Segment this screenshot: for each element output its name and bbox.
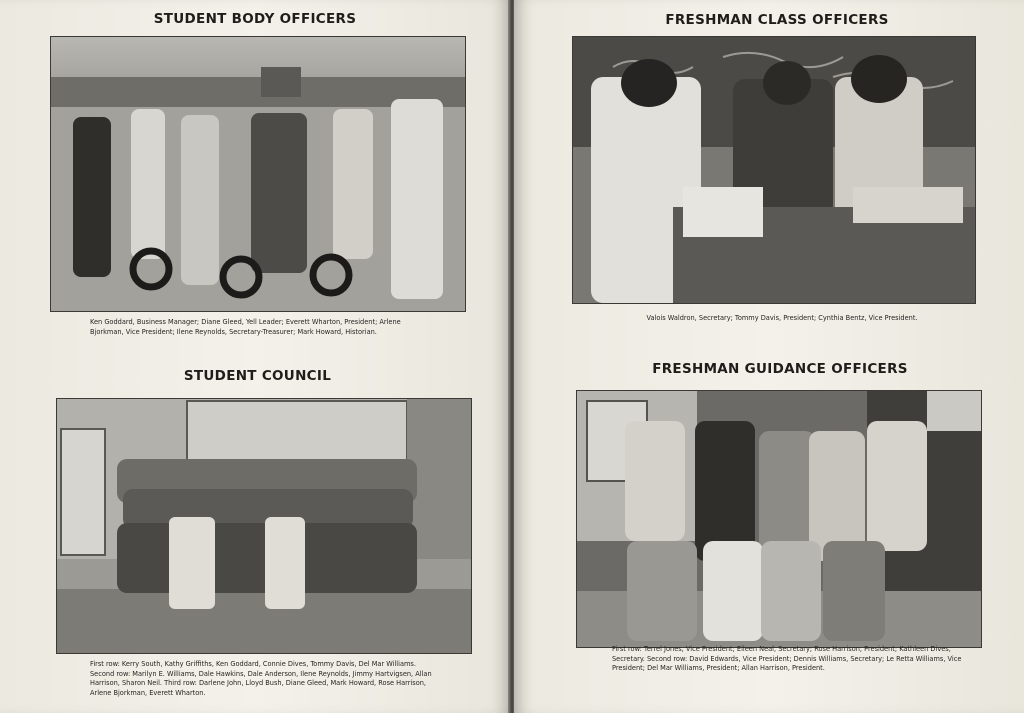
student-council-caption: First row: Kerry South, Kathy Griffiths, Ken Goddard, Connie Dives, Tommy Davis, Del Mar Williams. Second row: Marilyn E. Williams, Dale Hawkins, Dale Anderson, Ilene Reynolds, Jimmy Hartvigsen, Allan Harrison, Sharon Neil. Third row: Darlene John, Lloyd Bush, Diane Gleed, Mark Howard, Rose Harrison, Arlene Bjorkman, Everett Wharton. xyxy=(90,660,432,697)
freshman-class-officers-caption: Valois Waldron, Secretary; Tommy Davis, President; Cynthia Bentz, Vice President. xyxy=(646,314,918,322)
student-council-photo xyxy=(56,398,472,654)
freshman-class-officers-photo xyxy=(572,36,976,304)
student-body-officers-photo xyxy=(50,36,466,312)
freshman-class-officers-heading: FRESHMAN CLASS OFFICERS xyxy=(665,12,889,28)
student-body-officers-heading: STUDENT BODY OFFICERS xyxy=(153,11,357,27)
student-council-heading: STUDENT COUNCIL xyxy=(183,368,332,384)
freshman-guidance-officers-photo xyxy=(576,390,982,648)
left-page xyxy=(0,0,510,713)
right-page xyxy=(514,0,1024,713)
freshman-guidance-officers-caption: First row: Terrel Jones, Vice President; Eileen Neal, Secretary; Rose Harrison, President; Kathleen Dives, Secretary. Second row: David Edwards, Vice President; Dennis Williams, Secretary; Le Retta Williams, Vice President; Del Mar Williams, President; Allan Harrison, President. xyxy=(612,645,962,673)
student-body-officers-caption: Ken Goddard, Business Manager; Diane Gleed, Yell Leader; Everett Wharton, President; Arlene Bjorkman, Vice President; Ilene Reynolds, Secretary-Treasurer; Mark Howard, Historian. xyxy=(90,318,401,336)
freshman-guidance-officers-heading: FRESHMAN GUIDANCE OFFICERS xyxy=(652,361,908,377)
